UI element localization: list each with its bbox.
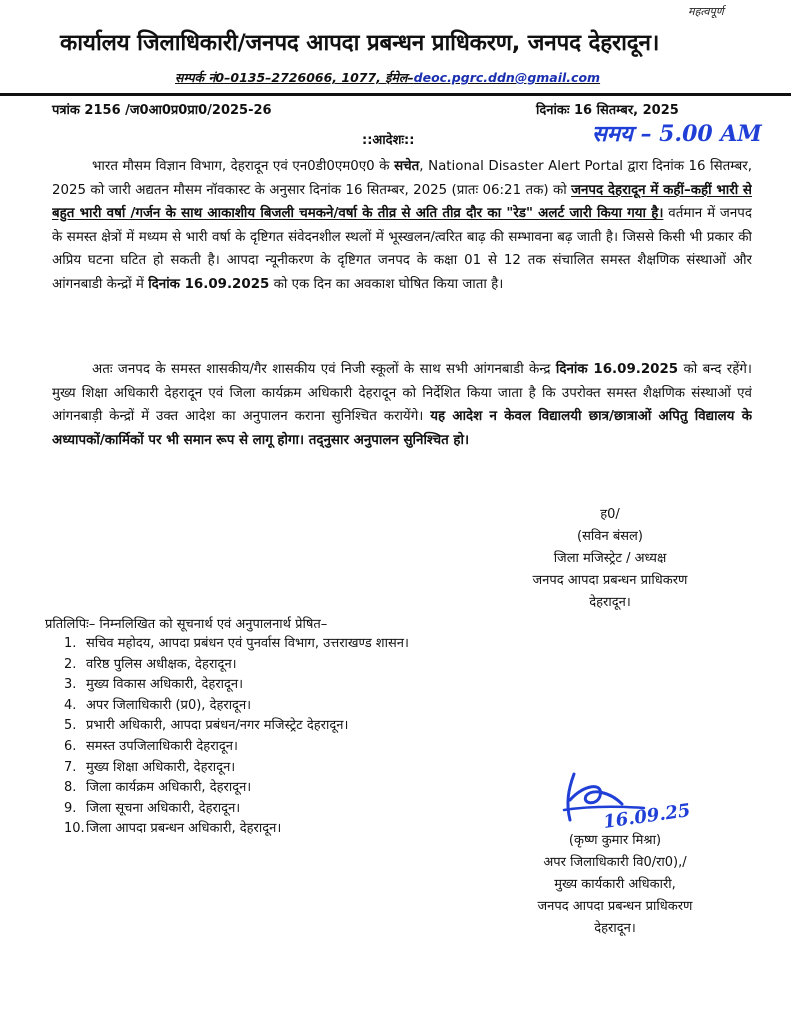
list-item: 8. जिला कार्यक्रम अधिकारी, देहरादून। [64,780,252,796]
signatory-authority: जनपद आपदा प्रबन्धन प्राधिकरण [537,899,693,914]
signature-block-dm [500,504,720,614]
list-item: 5. प्रभारी अधिकारी, आपदा प्रबंधन/नगर मजिस्ट्रेट देहरादून। [64,718,349,734]
signatory-place: देहरादून। [594,921,636,936]
signature-block-adm [500,830,730,940]
signatory-place: देहरादून। [589,595,631,610]
signatory-name: (कृष्ण कुमार मिश्रा) [568,833,662,848]
p1-text: , National Disaster Alert Portal द्वारा दिनांक 16 सितम्बर, 2025 को जारी अद्यतन मौसम नॉवकास्ट के अनुसार दिनांक 16 सितम्बर, 2025 (प्रातः 06:21 तक) को [52,159,752,198]
list-item: 7. मुख्य शिक्षा अधिकारी, देहरादून। [64,759,236,775]
order-heading: ::आदेशः:: [362,133,415,148]
copy-to-intro: प्रतिलिपिः– निम्नलिखित को सूचनार्थ एवं अनुपालनार्थ प्रेषित– [45,617,328,632]
contact-email-link[interactable]: deoc.pgrc.ddn@gmail.com [413,70,601,85]
header-divider [0,93,791,96]
list-item: 3. मुख्य विकास अधिकारी, देहरादून। [64,677,244,693]
signed-mark: ह0/ [600,507,620,522]
list-item: 4. अपर जिलाधिकारी (प्र0), देहरादून। [64,697,252,713]
signatory-designation: अपर जिलाधिकारी वि0/रा0),/ [543,855,687,870]
list-item: 10.जिला आपदा प्रबन्धन अधिकारी, देहरादून। [64,821,282,837]
signatory-role: मुख्य कार्यकारी अधिकारी, [554,877,676,892]
handwritten-sign-date: 16.09.25 [601,800,692,833]
contact-line [175,69,600,86]
copy-to-list [64,634,514,840]
p1-holiday-date: दिनांक 16.09.2025 [148,276,270,292]
list-item: 6. समस्त उपजिलाधिकारी देहरादून। [64,738,238,754]
p2-closure-date: दिनांक 16.09.2025 [555,362,679,377]
order-paragraph-2 [52,358,752,494]
p2-text: अतः जनपद के समस्त शासकीय/गैर शासकीय एवं निजी स्कूलों के साथ सभी आंगनबाडी केन्द्र [92,362,556,377]
contact-phone: सम्पर्क नं0–0135–2726066, 1077, ईमेल– [175,70,414,85]
signatory-name: (सविन बंसल) [577,529,643,544]
p2-text: को बन्द रहेंगे। मुख्य शिक्षा अधिकारी देहरादून एवं जिला कार्यक्रम अधिकारी देहरादून को निर्देशित किया जाता है कि उपरोक्त समस्त शैक्षणिक संस्थाओं एवं आंगनबाड़ी केन्द्रों में उक्त आदेश का अनुपालन कराना सुनिश्चित करायेंगे। [52,362,752,424]
p1-text: भारत मौसम विज्ञान विभाग, देहरादून एवं एन0डी0एम0ए0 के [92,159,395,174]
p1-bold: सचेत [394,159,420,174]
handwritten-time-note: समय – 5.00 AM [592,121,762,147]
signatory-designation: जिला मजिस्ट्रेट / अध्यक्ष [553,551,667,566]
p2-bold-directive: यह आदेश न केवल विद्यालयी छात्र/छात्राओं अपितु विद्यालय के अध्यापकों/कार्मिकों पर भी समान रूप से लागू होगा। तद्नुसार अनुपालन सुनिश्चित हो। [52,409,752,448]
p1-alert-highlight: जनपद देहरादून में कहीं–कहीं भारी से बहुत भारी वर्षा /गर्जन के साथ आकाशीय बिजली चमकने/वर्षा के तीव्र से अति तीव्र दौर का "रेड" अलर्ट जारी किया गया है। [52,182,752,221]
list-item: 9. जिला सूचना अधिकारी, देहरादून। [64,800,241,816]
p1-text: को एक दिन का अवकाश घोषित किया जाता है। [269,276,504,292]
order-paragraph-1 [52,155,752,341]
list-item: 1. सचिव महोदय, आपदा प्रबंधन एवं पुनर्वास विभाग, उत्तराखण्ड शासन। [64,636,409,651]
p1-text: वर्तमान में जनपद के समस्त क्षेत्रों में मध्यम से भारी वर्षा के दृष्टिगत संवेदनशील स्थलों में भूस्खलन/त्वरित बाढ़ की सम्भावना बढ़ जाती है। जिससे किसी भी प्रकार की अप्रिय घटना घटित हो सकती है। आपदा न्यूनीकरण के दृष्टिगत जनपद के कक्षा 01 से 12 तक संचालित समस्त शैक्षणिक संस्थाओं और आंगनबाडी केन्द्रों में [52,206,752,292]
letter-date: दिनांकः 16 सितम्बर, 2025 [536,103,679,118]
reference-number: पत्रांक 2156 /ज0आ0प्र0प्रा0/2025-26 [52,103,272,118]
importance-mark: महत्वपूर्ण [688,5,724,18]
office-title: कार्यालय जिलाधिकारी/जनपद आपदा प्रबन्धन प्राधिकरण, जनपद देहरादून। [60,30,660,56]
list-item: 2. वरिष्ठ पुलिस अधीक्षक, देहरादून। [64,656,237,672]
signatory-authority: जनपद आपदा प्रबन्धन प्राधिकरण [532,573,688,588]
